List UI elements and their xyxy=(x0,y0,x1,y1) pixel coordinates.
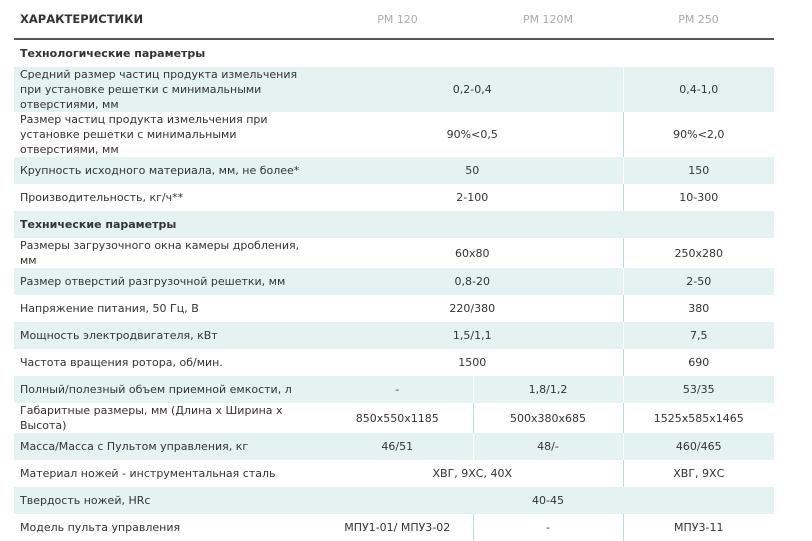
row-value: 1525х585х1465 xyxy=(623,403,774,433)
row-label: Размер частиц продукта измельчения при установке решетки с минимальными отверстиями, мм xyxy=(20,113,268,156)
row-value: 220/380 xyxy=(449,302,496,315)
table-row xyxy=(14,433,774,460)
row-value: - xyxy=(473,514,623,541)
header-title: ХАРАКТЕРИСТИКИ xyxy=(14,0,322,39)
row-value: 40-45 xyxy=(322,487,774,514)
row-label: Крупность исходного материала, мм, не более* xyxy=(14,157,322,184)
row-label: Мощность электродвигателя, кВт xyxy=(14,322,322,349)
table-row xyxy=(14,349,774,376)
row-value: 250х280 xyxy=(623,238,774,268)
header-model-rm120m: РМ 120М xyxy=(473,0,623,39)
section-row xyxy=(14,211,774,238)
row-label: Средний размер частиц продукта измельчения при установке решетки с минимальными отверстиями, мм xyxy=(14,67,322,112)
row-value: 500х380х685 xyxy=(473,403,623,433)
row-value: 690 xyxy=(623,349,774,376)
table-row xyxy=(14,112,774,157)
row-value: МПУ3-11 xyxy=(623,514,774,541)
row-value: ХВГ, 9ХС, 40Х xyxy=(432,467,513,480)
row-label: Производительность, кг/ч** xyxy=(20,191,184,204)
section-title: Технологические параметры xyxy=(20,47,206,60)
row-value: 90%<0,5 xyxy=(446,128,498,141)
row-value: 460/465 xyxy=(623,433,774,460)
row-value: ХВГ, 9ХС xyxy=(623,460,774,487)
row-label: Размер отверстий разгрузочной решетки, мм xyxy=(14,268,322,295)
row-value: 10-300 xyxy=(623,184,774,211)
row-label: Напряжение питания, 50 Гц, В xyxy=(20,302,199,315)
row-label: Модель пульта управления xyxy=(20,521,181,534)
section-row xyxy=(14,39,774,67)
row-value: 46/51 xyxy=(322,433,473,460)
table-row xyxy=(14,184,774,211)
table-row xyxy=(14,67,774,112)
row-value: 7,5 xyxy=(623,322,774,349)
row-label: Полный/полезный объем приемной емкости, л xyxy=(14,376,322,403)
row-value: 1,5/1,1 xyxy=(322,322,623,349)
row-value: 0,2-0,4 xyxy=(322,67,623,112)
row-value: 90%<2,0 xyxy=(623,112,774,157)
row-label: Масса/Масса с Пультом управления, кг xyxy=(14,433,322,460)
table-row xyxy=(14,487,774,514)
row-label: Размеры загрузочного окна камеры дробления, мм xyxy=(20,239,300,267)
row-value: 50 xyxy=(322,157,623,184)
row-value: - xyxy=(322,376,473,403)
row-label: Материал ножей - инструментальная сталь xyxy=(20,467,276,480)
table-row xyxy=(14,376,774,403)
table-row xyxy=(14,460,774,487)
row-value: 48/- xyxy=(473,433,623,460)
row-value: 2-100 xyxy=(456,191,489,204)
table-row xyxy=(14,295,774,322)
header-model-rm250: РМ 250 xyxy=(623,0,774,39)
row-value: 1500 xyxy=(458,356,487,369)
row-value: 150 xyxy=(623,157,774,184)
row-value: МПУ1-01/ МПУ3-02 xyxy=(344,521,451,534)
table-row xyxy=(14,268,774,295)
table-row xyxy=(14,238,774,268)
row-value: 380 xyxy=(623,295,774,322)
row-label: Габаритные размеры, мм (Длина х Ширина х Высота) xyxy=(20,404,283,432)
row-value: 53/35 xyxy=(623,376,774,403)
row-value: 0,8-20 xyxy=(322,268,623,295)
table-row xyxy=(14,322,774,349)
header-model-rm120: РМ 120 xyxy=(322,0,473,39)
row-value: 60х80 xyxy=(454,246,490,260)
row-value: 850х550х1185 xyxy=(355,411,439,425)
row-label: Твердость ножей, HRc xyxy=(14,487,322,514)
table-header-row xyxy=(14,0,774,39)
table-row xyxy=(14,403,774,433)
specs-table xyxy=(14,0,774,541)
row-value: 0,4-1,0 xyxy=(623,67,774,112)
row-value: 2-50 xyxy=(623,268,774,295)
table-row xyxy=(14,157,774,184)
section-title: Технические параметры xyxy=(14,211,774,238)
row-label: Частота вращения ротора, об/мин. xyxy=(20,356,223,369)
row-value: 1,8/1,2 xyxy=(473,376,623,403)
